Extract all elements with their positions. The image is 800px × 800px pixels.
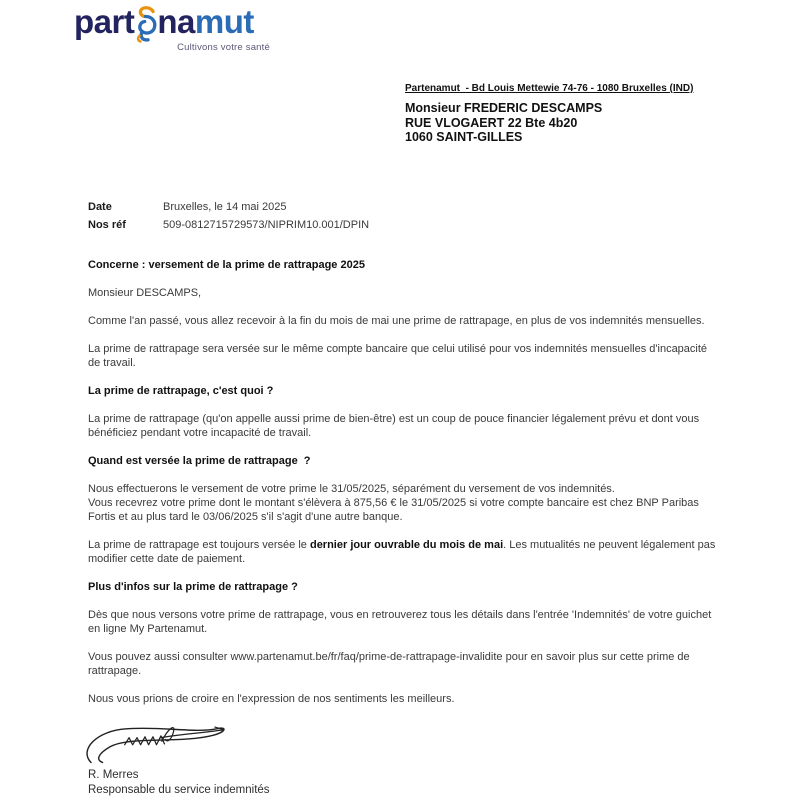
paragraph-payment-dates: [88, 482, 718, 524]
sender-address-line: Partenamut - Bd Louis Mettewie 74-76 - 1080 Bruxelles (IND): [405, 83, 694, 94]
closing-line: Nous vous prions de croire en l'expression de nos sentiments les meilleurs.: [88, 693, 455, 705]
recipient-street: RUE VLOGAERT 22 Bte 4b20: [405, 115, 578, 130]
date-label: Date: [88, 201, 112, 213]
reference-value: 509-0812715729573/NIPRIM10.001/DPIN: [163, 219, 370, 231]
signature-scribble: [82, 720, 254, 766]
salutation: Monsieur DESCAMPS,: [88, 287, 202, 299]
section-heading-infos: Plus d'infos sur la prime de rattrapage ?: [88, 581, 298, 593]
reference-label: Nos réf: [88, 219, 126, 231]
signatory-name: R. Merres: [88, 769, 139, 781]
paragraph-bank-account: La prime de rattrapage sera versée sur le même compte bancaire que celui utilisé pour vos indemnités mensuelles d'incapacité de travail.: [88, 343, 711, 369]
signatory-title: Responsable du service indemnités: [88, 784, 270, 796]
letter-body: [88, 258, 718, 798]
logo-tagline: Cultivons votre santé: [177, 42, 270, 53]
last-working-day-pre: La prime de rattrapage est toujours versée le: [88, 539, 310, 551]
paragraph-definition: La prime de rattrapage (qu'on appelle aussi prime de bien-être) est un coup de pouce financier légalement prévu et dont vous bénéficiez pendant votre incapacité de travail.: [88, 413, 703, 439]
letter-meta: [88, 198, 369, 234]
logo-text-na: na: [157, 3, 195, 40]
paragraph-faq-url: Vous pouvez aussi consulter www.partenamut.be/fr/faq/prime-de-rattrapage-invalidite pour en savoir plus sur cette prime de rattrapage.: [88, 651, 693, 677]
logo-text-mut: mut: [194, 3, 254, 40]
logo-wordmark: [74, 4, 270, 44]
partenamut-logo: [74, 4, 270, 53]
recipient-name: Monsieur FREDERIC DESCAMPS: [405, 101, 603, 115]
reference-row: [88, 216, 369, 234]
section-heading-quand: Quand est versée la prime de rattrapage ?: [88, 455, 311, 467]
paragraph-intro: Comme l'an passé, vous allez recevoir à la fin du mois de mai une prime de rattrapage, en plus de vos indemnités mensuelles.: [88, 315, 705, 327]
date-value: Bruxelles, le 14 mai 2025: [163, 201, 287, 213]
subject-line: Concerne : versement de la prime de rattrapage 2025: [88, 259, 365, 271]
recipient-city: 1060 SAINT-GILLES: [405, 130, 523, 144]
paragraph-last-working-day: [88, 538, 718, 566]
address-block: [405, 83, 693, 145]
payment-dates-line1: Nous effectuerons le versement de votre prime le 31/05/2025, séparément du versement de vos indemnités.: [88, 483, 615, 495]
last-working-day-bold: dernier jour ouvrable du mois de mai: [309, 539, 504, 551]
logo-ampersand-icon: [133, 4, 158, 44]
signature-area: [88, 720, 718, 798]
payment-dates-line2: Vous recevrez votre prime dont le montant s'élèvera à 875,56 € le 31/05/2025 si votre compte bancaire est chez BNP Paribas Fortis et au plus tard le 03/06/2025 s'il s'agit d'une autre banque.: [88, 497, 702, 523]
section-heading-quoi: La prime de rattrapage, c'est quoi ?: [88, 385, 274, 397]
logo-text-part: part: [74, 3, 135, 40]
paragraph-my-partenamut: Dès que nous versons votre prime de rattrapage, vous en retrouverez tous les détails dans l'entrée 'Indemnités' de votre guichet en ligne My Partenamut.: [88, 609, 715, 635]
date-row: [88, 198, 369, 216]
last-working-day-post: . Les mutualités ne peuvent légalement pas modifier cette date de paiement.: [88, 539, 719, 565]
